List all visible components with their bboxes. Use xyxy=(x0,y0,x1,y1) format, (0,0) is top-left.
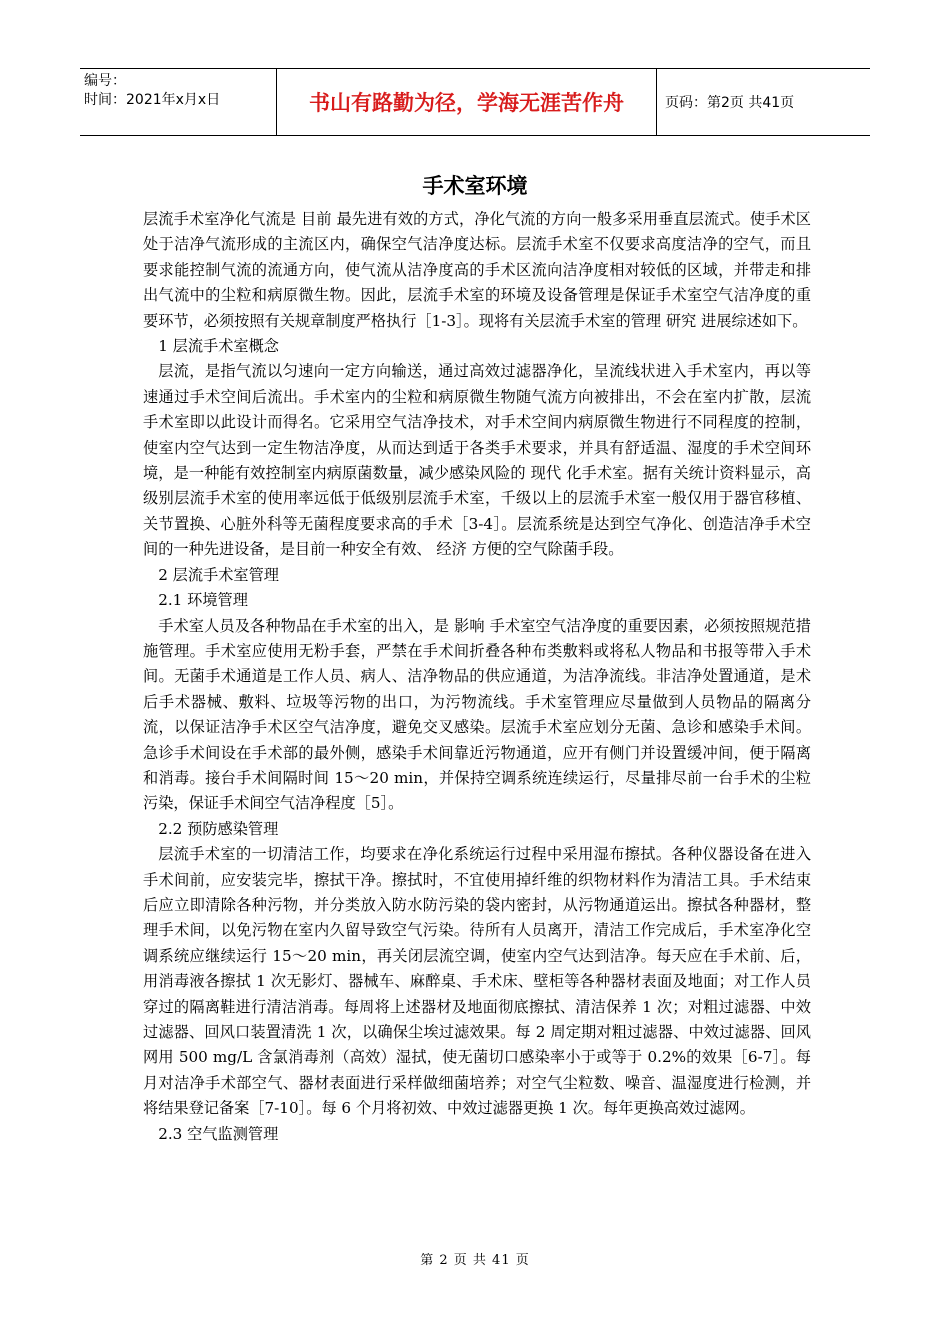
page-header xyxy=(80,68,870,136)
document-date: 时间：2021年x月x日 xyxy=(84,92,221,108)
body-paragraph: 层流手术室的一切清洁工作，均要求在净化系统运行过程中采用湿布擦拭。各种仪器设备在进入手术间前，应安装完毕，擦拭干净。擦拭时，不宜使用掉纤维的织物材料作为清洁工具。手术结束后应立即清除各种污物，并分类放入防水防污染的袋内密封，从污物通道运出。擦拭各种器材，整理手术间，以免污物在室内久留导致空气污染。待所有人员离开，清洁工作完成后，手术室净化空调系统应继续运行 15～20 min，再关闭层流空调，使室内空气达到洁净。每天应在手术前、后，用消毒液各擦拭 1 次无影灯、器械车、麻醉桌、手术床、壁柜等各种器材表面及地面；对工作人员穿过的隔离鞋进行清洁消毒。每周将上述器材及地面彻底擦拭、清洁保养 1 次；对粗过滤器、中效过滤器、回风口装置清洗 1 次，以确保尘埃过滤效果。每 2 周定期对粗过滤器、中效过滤器、回风网用 500 mg/L 含氯消毒剂（高效）湿拭，使无菌切口感染率小于或等于 0.2%的效果［6-7］。每月对洁净手术部空气、器材表面进行采样做细菌培养；对空气尘粒数、噪音、温湿度进行检测，并将结果登记备案［7-10］。每 6 个月将初效、中效过滤器更换 1 次。每年更换高效过滤网。 xyxy=(143,845,811,1118)
section-heading: 1 层流手术室概念 xyxy=(158,337,279,356)
subsection-heading: 2.3 空气监测管理 xyxy=(158,1124,279,1143)
body-paragraph: 层流手术室净化气流是 目前 最先进有效的方式，净化气流的方向一般多采用垂直层流式。使手术区处于洁净气流形成的主流区内，确保空气洁净度达标。层流手术室不仅要求高度洁净的空气，而且要求能控制气流的流通方向，使气流从洁净度高的手术区流向洁净度相对较低的区域，并带走和排出气流中的尘粒和病原微生物。因此，层流手术室的环境及设备管理是保证手术室空气洁净度的重要环节，必须按照有关规章制度严格执行［1-3］。现将有关层流手术室的管理 研究 进展综述如下。 xyxy=(143,210,811,330)
header-page-info: 页码：第2页 共41页 xyxy=(665,95,795,111)
page-footer: 第 2 页 共 41 页 xyxy=(420,1253,530,1268)
document-title: 手术室环境 xyxy=(422,174,528,198)
header-meta xyxy=(80,69,277,135)
body-paragraph: 手术室人员及各种物品在手术室的出入，是 影响 手术室空气洁净度的重要因素，必须按照规范措施管理。手术室应使用无粉手套，严禁在手术间折叠各种布类敷料或将私人物品和书报等带入手术间。无菌手术通道是工作人员、病人、洁净物品的供应通道，为洁净流线。非洁净处置通道，是术后手术器械、敷料、垃圾等污物的出口，为污物流线。手术室管理应尽量做到人员物品的隔离分流，以保证洁净手术区空气洁净度，避免交叉感染。层流手术室应划分无菌、急诊和感染手术间。急诊手术间设在手术部的最外侧，感染手术间靠近污物通道，应开有侧门并设置缓冲间，便于隔离和消毒。接台手术间隔时间 15～20 min，并保持空调系统连续运行，尽量排尽前一台手术的尘粒污染，保证手术间空气洁净程度［5］。 xyxy=(143,616,811,813)
section-heading: 2 层流手术室管理 xyxy=(158,565,279,584)
document-number-label: 编号： xyxy=(84,73,126,89)
header-motto: 书山有路勤为径，学海无涯苦作舟 xyxy=(277,69,657,135)
subsection-heading: 2.2 预防感染管理 xyxy=(158,819,279,838)
subsection-heading: 2.1 环境管理 xyxy=(158,591,248,610)
document-body xyxy=(143,207,811,1147)
body-paragraph: 层流，是指气流以匀速向一定方向输送，通过高效过滤器净化，呈流线状进入手术室内，再以等速通过手术空间后流出。手术室内的尘粒和病原微生物随气流方向被排出，不会在室内扩散，层流手术室即以此设计而得名。它采用空气洁净技术，对手术空间内病原微生物进行不同程度的控制，使室内空气达到一定生物洁净度，从而达到适于各类手术要求，并具有舒适温、湿度的手术空间环境，是一种能有效控制室内病原菌数量，减少感染风险的 现代 化手术室。据有关统计资料显示，高级别层流手术室的使用率远低于低级别层流手术室，千级以上的层流手术室一般仅用于器官移植、关节置换、心脏外科等无菌程度要求高的手术［3-4］。层流系统是达到空气净化、创造洁净手术空间的一种先进设备，是目前一种安全有效、 经济 方便的空气除菌手段。 xyxy=(143,362,811,559)
